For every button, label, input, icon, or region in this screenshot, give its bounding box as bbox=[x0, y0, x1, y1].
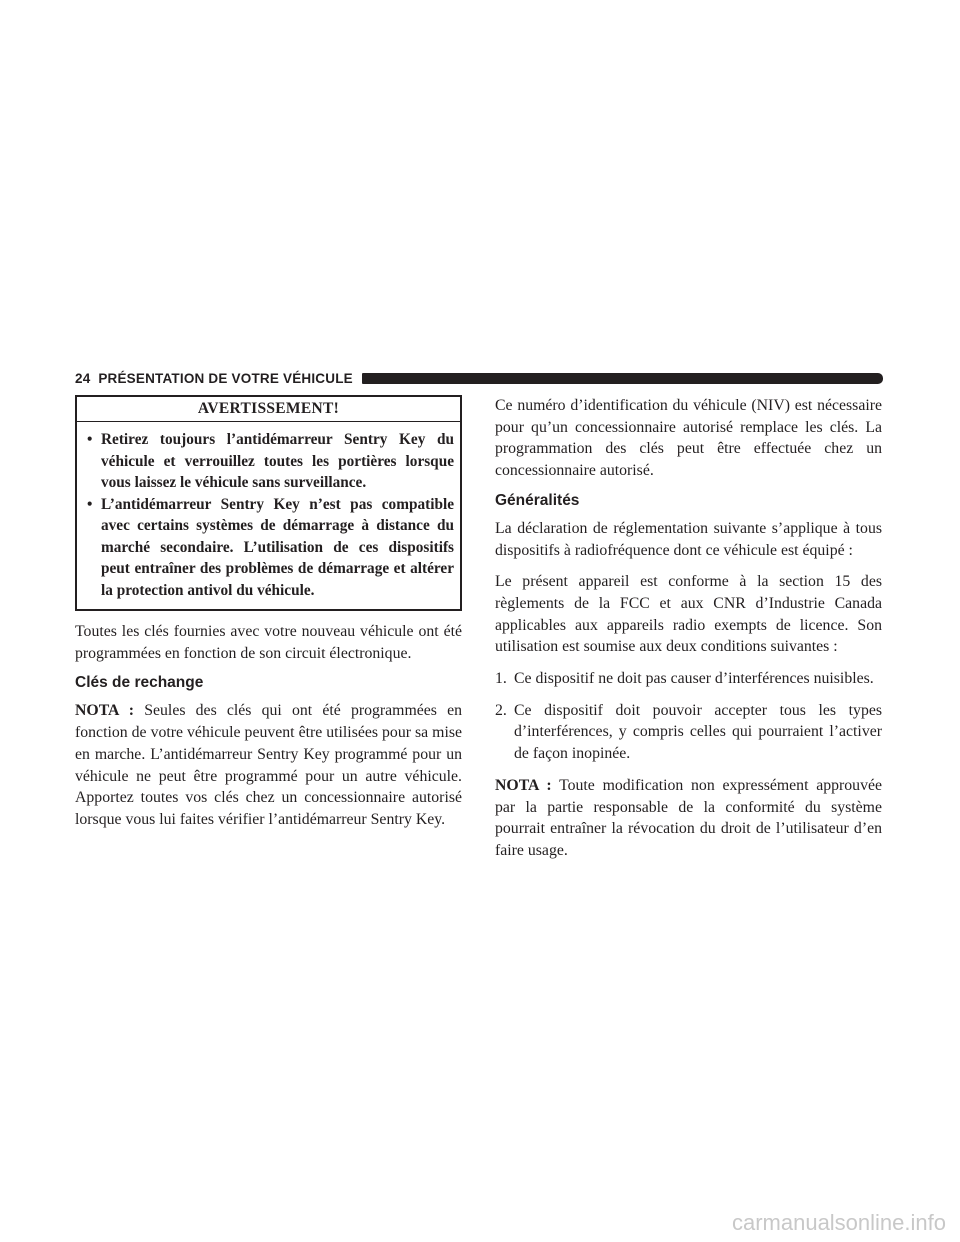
regulation-paragraph: La déclaration de réglementation suivante s’applique à tous dispositifs à radiofréquence dont ce véhicule est équipé : bbox=[495, 519, 882, 559]
vin-paragraph: Ce numéro d’identification du véhicule (NIV) est nécessaire pour qu’un concessionnaire autorisé remplace les clés. La programmation des clés peut être effectuée chez un concessionnaire autorisé. bbox=[495, 397, 882, 480]
bullet-icon: • bbox=[87, 495, 93, 513]
list-text: Ce dispositif doit pouvoir accepter tous les types d’interférences, y compris celles qui pourraient l’activer de façon inopinée. bbox=[514, 701, 882, 763]
list-item bbox=[495, 700, 882, 765]
warning-item: • L’antidémarreur Sentry Key n’est pas compatible avec certains systèmes de démarrage à distance du marché secondaire. L’utilisation de ces dispositifs peut entraîner des problèmes de démarrage et altérer la protection antivol du véhicule. bbox=[87, 495, 454, 599]
warning-list bbox=[77, 422, 460, 609]
nota-label: NOTA : bbox=[75, 702, 135, 720]
section-title: PRÉSENTATION DE VOTRE VÉHICULE bbox=[98, 370, 353, 386]
nota-paragraph bbox=[495, 775, 882, 862]
compliance-paragraph: Le présent appareil est conforme à la section 15 des règlements de la FCC et aux CNR d’Industrie Canada applicables aux appareils radio exempts de licence. Son utilisation est soumise aux deux conditions suivantes : bbox=[495, 573, 882, 656]
nota-text: Seules des clés qui ont été programmées en fonction de votre véhicule peuvent être utilisées pour sa mise en marche. L’antidémarreur Sentry Key programmé pour un véhicule ne peut être programmé pour un autre véhicule. Apportez toutes vos clés chez un concessionnaire autorisé lorsque vous lui faites vérifier l’antidémarreur Sentry Key. bbox=[75, 702, 463, 828]
keys-intro-paragraph: Toutes les clés fournies avec votre nouveau véhicule ont été programmées en fonction de son circuit électronique. bbox=[75, 623, 462, 662]
page-number-and-section bbox=[75, 371, 353, 386]
general-heading: Généralités bbox=[495, 491, 580, 509]
list-number: 2. bbox=[495, 701, 507, 719]
right-column bbox=[495, 395, 882, 872]
warning-title: AVERTISSEMENT! bbox=[77, 397, 460, 422]
header-rule bbox=[362, 373, 883, 384]
nota-text: Toute modification non expressément approuvée par la partie responsable de la conformité du système pourrait entraîner la révocation du droit de l’utilisateur d’en faire usage. bbox=[495, 776, 882, 859]
warning-item: • Retirez toujours l’antidémarreur Sentry Key du véhicule et verrouillez toutes les portières lorsque vous laissez le véhicule sans surveillance. bbox=[87, 431, 454, 491]
page-number: 24 bbox=[75, 370, 91, 386]
list-item bbox=[495, 668, 882, 690]
nota-paragraph bbox=[75, 700, 462, 830]
page-header bbox=[75, 368, 883, 388]
warning-box bbox=[75, 395, 462, 611]
nota-label: NOTA : bbox=[495, 776, 552, 794]
list-number: 1. bbox=[495, 670, 507, 688]
bullet-icon: • bbox=[87, 431, 93, 448]
watermark: carmanualsonline.info bbox=[731, 1210, 946, 1235]
replacement-keys-heading: Clés de rechange bbox=[75, 674, 204, 692]
list-text: Ce dispositif ne doit pas causer d’interférences nuisibles. bbox=[514, 670, 874, 688]
left-column bbox=[75, 395, 462, 841]
